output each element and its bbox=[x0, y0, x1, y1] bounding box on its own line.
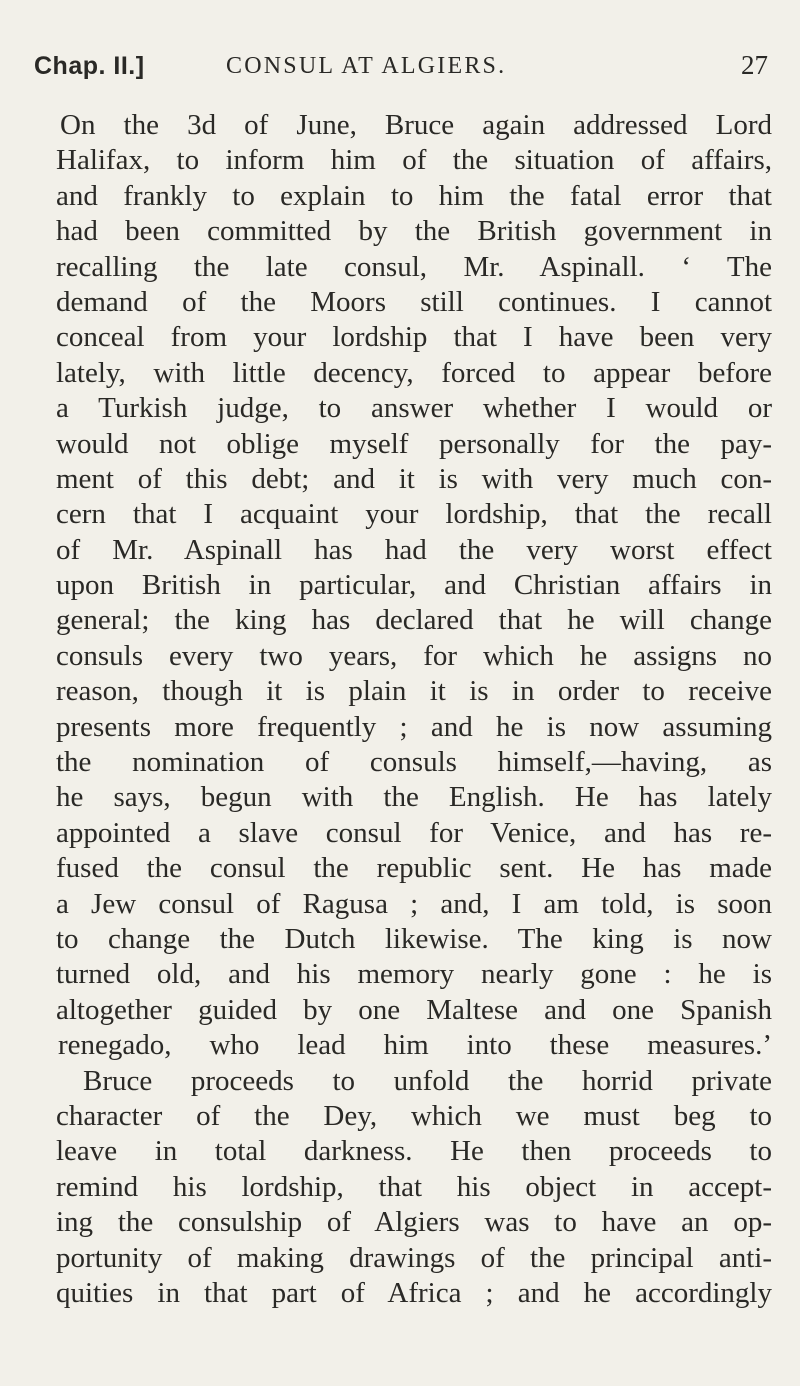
text-line: ment of this debt; and it is with very much con- bbox=[56, 462, 772, 495]
text-line: On the 3d of June, Bruce again addressed Lord bbox=[60, 109, 772, 141]
text-line: demand of the Moors still continues. I cannot bbox=[56, 285, 772, 318]
text-line: the nomination of consuls himself,—having, as bbox=[56, 746, 772, 779]
text-line: Halifax, to inform him of the situation of affairs, bbox=[56, 144, 772, 177]
text-line: and frankly to explain to him the fatal error that bbox=[56, 179, 772, 212]
text-line: a Turkish judge, to answer whether I would or bbox=[56, 392, 772, 425]
text-line: recalling the late consul, Mr. Aspinall. ‘ The bbox=[56, 250, 772, 283]
text-line: renegado, who lead him into these measures.’ bbox=[58, 1029, 772, 1062]
text-line: presents more frequently ; and he is now assuming bbox=[56, 710, 772, 743]
text-line: lately, with little decency, forced to appear before bbox=[56, 356, 772, 389]
running-title: CONSUL AT ALGIERS. bbox=[226, 53, 507, 79]
text-line: character of the Dey, which we must beg to bbox=[56, 1099, 772, 1132]
text-line: quities in that part of Africa ; and he accordingly bbox=[56, 1276, 772, 1309]
text-line: conceal from your lordship that I have been very bbox=[56, 321, 772, 354]
text-line: he says, begun with the English. He has lately bbox=[56, 781, 772, 814]
text-line: had been committed by the British government in bbox=[56, 215, 772, 248]
text-line: cern that I acquaint your lordship, that the recall bbox=[56, 498, 772, 531]
text-line: upon British in particular, and Christian affairs in bbox=[56, 569, 772, 602]
running-head bbox=[34, 52, 768, 88]
body-text bbox=[56, 108, 772, 1311]
text-line: of Mr. Aspinall has had the very worst effect bbox=[56, 533, 772, 566]
text-line: fused the consul the republic sent. He has made bbox=[56, 852, 772, 885]
text-line: consuls every two years, for which he assigns no bbox=[56, 639, 772, 672]
text-line: would not oblige myself personally for the pay- bbox=[56, 427, 772, 460]
text-line: ing the consulship of Algiers was to have an op- bbox=[56, 1206, 772, 1239]
text-line: appointed a slave consul for Venice, and has re- bbox=[56, 816, 772, 849]
text-line: portunity of making drawings of the principal anti- bbox=[56, 1241, 772, 1274]
text-line: general; the king has declared that he will change bbox=[56, 604, 772, 637]
text-line: reason, though it is plain it is in order to receive bbox=[56, 675, 772, 708]
text-line: turned old, and his memory nearly gone : he is bbox=[56, 958, 772, 991]
text-line: Bruce proceeds to unfold the horrid private bbox=[83, 1064, 772, 1097]
text-line: to change the Dutch likewise. The king is now bbox=[56, 922, 772, 955]
page-number: 27 bbox=[741, 50, 768, 80]
text-line: leave in total darkness. He then proceeds to bbox=[56, 1135, 772, 1168]
text-line: altogether guided by one Maltese and one Spanish bbox=[56, 993, 772, 1026]
text-line: a Jew consul of Ragusa ; and, I am told, is soon bbox=[56, 887, 772, 920]
chapter-label: Chap. II.] bbox=[34, 52, 145, 80]
text-line: remind his lordship, that his object in accept- bbox=[56, 1170, 772, 1203]
